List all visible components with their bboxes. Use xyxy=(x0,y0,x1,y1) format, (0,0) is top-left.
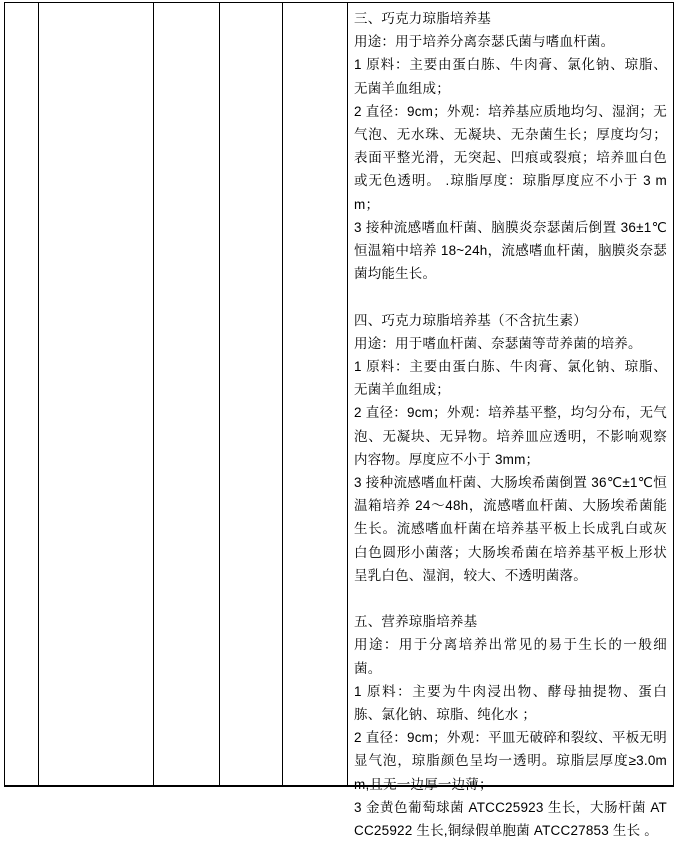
section-title: 五、营养琼脂培养基 xyxy=(354,614,478,630)
section-paragraph: 3 接种流感嗜血杆菌、脑膜炎奈瑟菌后倒置 36±1℃恒温箱中培养 18~24h，流感嗜血杆菌，脑膜炎奈瑟菌均能生长。 xyxy=(354,219,667,282)
blank-line xyxy=(354,285,667,308)
section-paragraph: 用途：用于嗜血杆菌、奈瑟菌等苛养菌的培养。 xyxy=(354,335,642,351)
media-section xyxy=(354,309,667,587)
section-paragraph: 3 金黄色葡萄球菌 ATCC25923 生长，大肠杆菌 ATCC25922 生长,铜绿假单胞菌 ATCC27853 生长 。 xyxy=(354,799,667,839)
section-paragraph: 1 原料：主要由蛋白胨、牛肉膏、氯化钠、琼脂、无菌羊血组成； xyxy=(354,57,667,96)
section-paragraph: 1 原料：主要由蛋白胨、牛肉膏、氯化钠、琼脂、无菌羊血组成； xyxy=(354,359,667,398)
section-paragraph: 1 原料：主要为牛肉浸出物、酵母抽提物、蛋白胨、氯化钠、琼脂、纯化水 ； xyxy=(354,683,667,723)
section-paragraph: 2 直径：9cm；外观：培养基平整，均匀分布，无气泡、无凝块、无异物。培养皿应透明，不影响观察内容物。厚度应不小于 3mm； xyxy=(354,405,667,467)
specification-table xyxy=(4,2,674,839)
section-paragraph: 2 直径：9cm；外观：培养基应质地均匀、湿润；无气泡、无水珠、无凝块、无杂菌生长；厚度均匀；表面平整光滑，无突起、凹痕或裂痕；培养皿白色或无色透明。 .琼脂厚度：琼脂厚度应不小于 3 mm； xyxy=(354,103,667,212)
section-paragraph: 3 接种流感嗜血杆菌、大肠埃希菌倒置 36℃±1℃恒温箱培养 24～48h，流感嗜血杆菌、大肠埃希菌能生长。流感嗜血杆菌在培养基平板上长成乳白或灰白色圆形小菌落；大肠埃希菌在培养基平板上形状呈乳白色、湿润，较大、不透明菌落。 xyxy=(354,475,667,583)
media-section xyxy=(354,7,667,285)
table-empty-column-1 xyxy=(5,3,39,785)
table-empty-column-4 xyxy=(220,3,283,785)
section-title: 四、巧克力琼脂培养基（不含抗生素） xyxy=(354,312,587,328)
section-paragraph: 用途：用于分离培养出常见的易于生长的一般细菌。 xyxy=(354,637,667,676)
section-paragraph: 用途：用于培养分离奈瑟氏菌与嗜血杆菌。 xyxy=(354,34,615,50)
blank-line xyxy=(354,587,667,610)
table-content-column xyxy=(348,3,674,839)
section-paragraph: 2 直径：9cm；外观：平皿无破碎和裂纹、平板无明显气泡，琼脂颜色呈均一透明。琼脂层厚度≥3.0mm,且无一边厚一边薄； xyxy=(354,730,667,792)
table-empty-column-3 xyxy=(154,3,220,785)
table-empty-column-5 xyxy=(283,3,348,785)
media-section xyxy=(354,610,667,842)
section-title: 三、巧克力琼脂培养基 xyxy=(354,11,491,26)
table-empty-column-2 xyxy=(39,3,154,785)
